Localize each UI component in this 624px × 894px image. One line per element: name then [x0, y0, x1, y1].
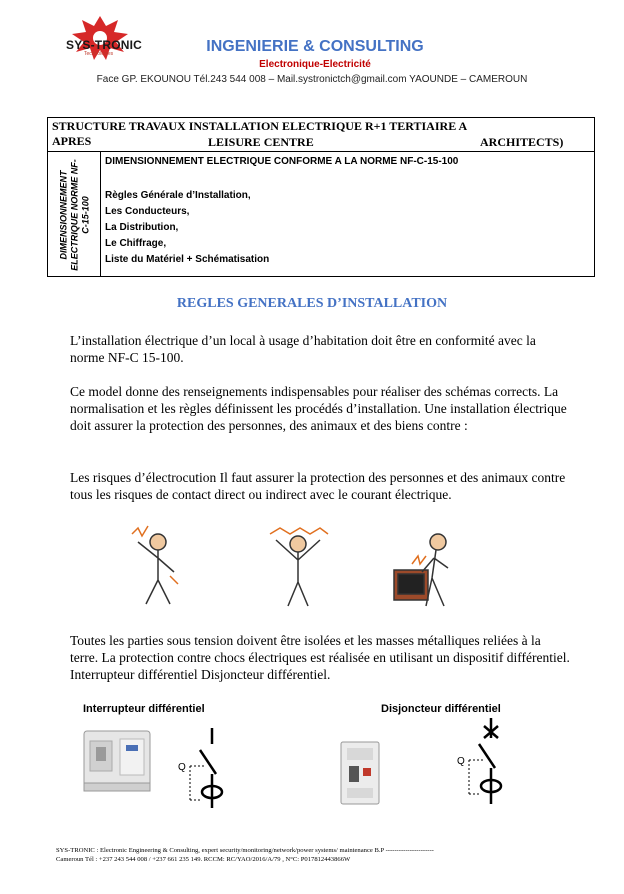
cell-heading: DIMENSIONNEMENT ELECTRIQUE CONFORME A LA NORME NF-C-15-100: [105, 156, 459, 167]
list-item: Liste du Matériel + Schématisation: [105, 254, 270, 265]
symbol-letter-2: Q: [457, 756, 465, 767]
paragraph-4: Toutes les parties sous tension doivent être isolées et les masses métalliques reliées à la terre. La protection contre chocs électriques est réalisée en utilisant un dispositif différentiel. Interrupteur différentiel Disjoncteur différentiel.: [70, 633, 570, 682]
company-name: INGENIERIE & CONSULTING: [206, 38, 424, 55]
list-item: Le Chiffrage,: [105, 238, 167, 249]
table-header-row: [48, 118, 594, 152]
list-item: Les Conducteurs,: [105, 206, 190, 217]
table-title-apres: APRES: [52, 134, 92, 148]
footer: [56, 846, 616, 864]
table-title-leisure: LEISURE CENTRE: [208, 135, 314, 149]
table-title-architects: ARCHITECTS): [480, 135, 564, 149]
vertical-cell: [52, 156, 98, 274]
footer-line-2: Cameroun Tél : +237 243 544 008 / +237 661 235 149. RCCM: RC/YAO/2016/A/79 , N°C: P017812443866W: [56, 856, 351, 863]
cell-list: [105, 188, 269, 268]
interrupteur-symbol: [178, 728, 233, 808]
disjoncteur-differentiel-image: [335, 738, 385, 808]
structure-table: [47, 117, 595, 277]
figure-shock-3: [394, 534, 448, 606]
table-divider: [100, 152, 101, 277]
figure-shock-1: [132, 526, 178, 604]
symbol-letter-1: Q: [178, 762, 186, 773]
logo-subtext: Technologies: [84, 51, 114, 57]
table-title: STRUCTURE TRAVAUX INSTALLATION ELECTRIQUE R+1 TERTIAIRE A: [52, 119, 468, 133]
label-disjoncteur: Disjoncteur différentiel: [381, 703, 501, 715]
footer-line-1: SYS-TRONIC : Electronic Engineering & Consulting, expert security/monitoring/network/power systems/ maintenance B.P ----------------------: [56, 847, 434, 854]
section-title: REGLES GENERALES D’INSTALLATION: [176, 296, 448, 311]
logo-text: SYS-TRONIC: [66, 38, 143, 52]
disjoncteur-symbol: [457, 718, 512, 804]
tagline: Electronique-Electricité: [259, 59, 371, 70]
vertical-label: DIMENSIONNEMENT ELECTRIQUE NORME NF-C-15-100: [58, 159, 91, 271]
list-item: La Distribution,: [105, 222, 179, 233]
figure-shock-2: [270, 528, 328, 606]
paragraph-3: Les risques d’électrocution Il faut assurer la protection des personnes et des animaux contre tous les risques de contact direct ou indirect avec le courant électrique.: [70, 470, 566, 502]
paragraph-1: L’installation électrique d’un local à usage d’habitation doit être en conformité avec la norme NF-C 15-100.: [70, 333, 536, 365]
address-line: Face GP. EKOUNOU Tél.243 544 008 – Mail.systronictch@gmail.com YAOUNDE – CAMEROUN: [96, 74, 528, 85]
list-item: Règles Générale d’Installation,: [105, 190, 251, 201]
electrocution-illustrations: [130, 524, 460, 610]
paragraph-2: Ce model donne des renseignements indispensables pour réaliser des schémas corrects. La normalisation et les règles définissent les procédés d’installation. Une installation électrique doit assurer la protection des personnes, des animaux et des biens contre :: [70, 384, 567, 433]
interrupteur-differentiel-image: [80, 725, 155, 797]
label-interrupteur: Interrupteur différentiel: [83, 703, 205, 715]
